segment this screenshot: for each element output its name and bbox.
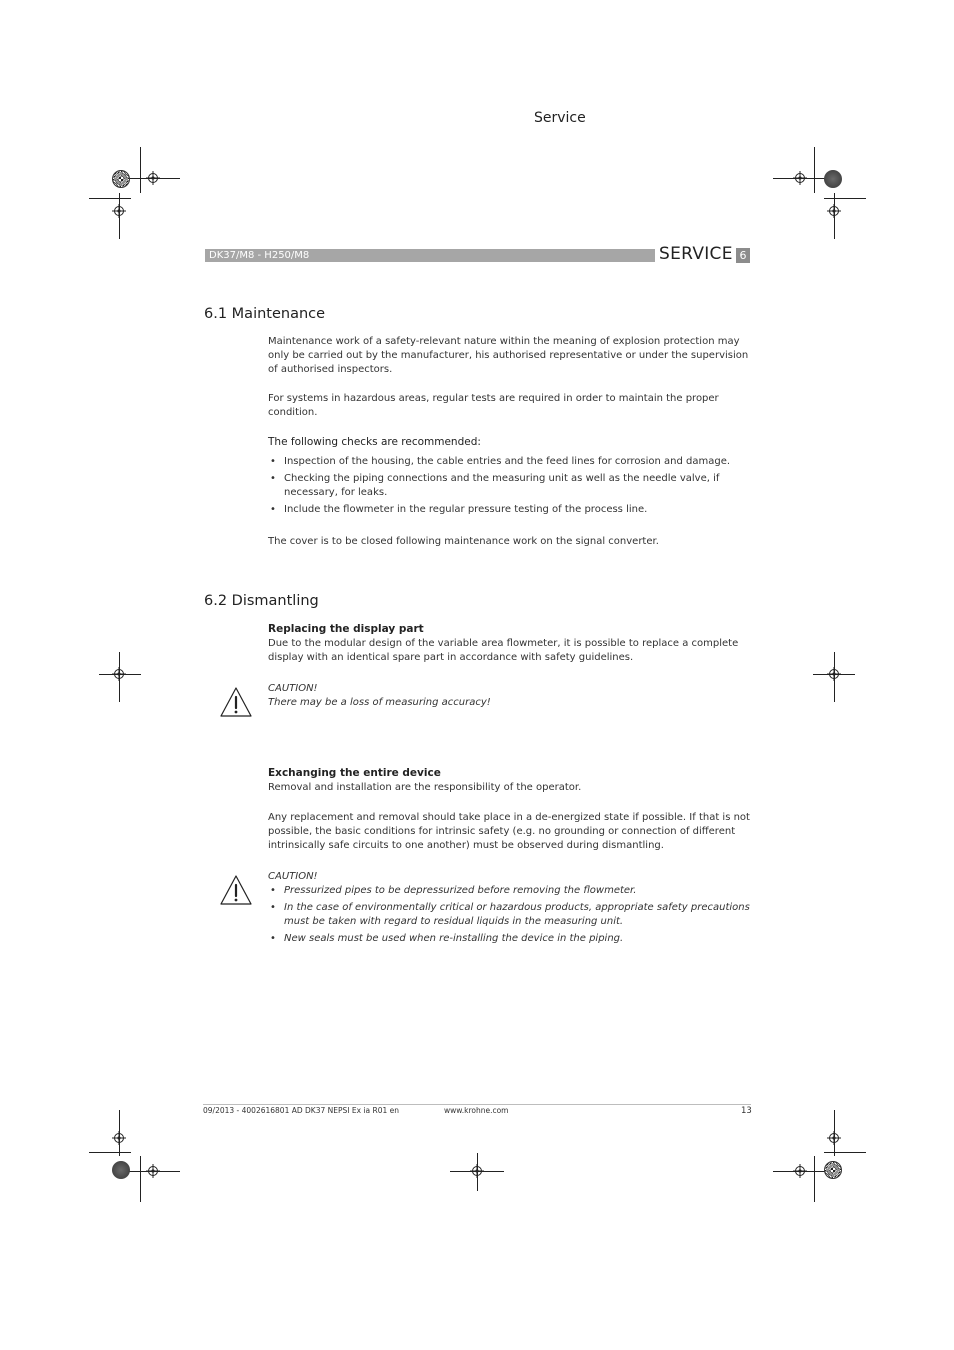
crosshair-icon xyxy=(146,1164,160,1178)
caution-1 xyxy=(268,682,750,710)
running-title: Service xyxy=(534,110,586,126)
entire-device-title: Exchanging the entire device xyxy=(268,767,441,779)
list-item: • In the case of environmentally critical or hazardous products, appropriate safety precautions must be taken with regard to residual liquids in the measuring unit. xyxy=(268,901,750,929)
display-part-title: Replacing the display part xyxy=(268,623,424,635)
section-heading-dismantling: 6.2 Dismantling xyxy=(204,593,319,609)
list-item: • New seals must be used when re-installing the device in the piping. xyxy=(268,932,750,946)
section-heading-maintenance: 6.1 Maintenance xyxy=(204,306,326,322)
header-model: DK37/M8 - H250/M8 xyxy=(209,250,310,261)
crosshair-icon xyxy=(827,667,841,681)
entire-device-paragraph-1: Removal and installation are the responsibility of the operator. xyxy=(268,782,582,793)
list-item: • Pressurized pipes to be depressurized before removing the flowmeter. xyxy=(268,884,750,898)
crosshair-icon xyxy=(470,1164,484,1178)
list-item: • Checking the piping connections and the measuring unit as well as the needle valve, if necessary, for leaks. xyxy=(268,472,750,500)
crosshair-icon xyxy=(112,667,126,681)
crosshair-icon xyxy=(112,1131,126,1145)
display-part-paragraph: Due to the modular design of the variable area flowmeter, it is possible to replace a complete display with an identical spare part in accordance with safety guidelines. xyxy=(268,638,739,663)
crosshair-icon xyxy=(112,204,126,218)
maintenance-paragraph-2: For systems in hazardous areas, regular tests are required in order to maintain the proper condition. xyxy=(268,393,719,418)
list-item: • Include the flowmeter in the regular pressure testing of the process line. xyxy=(268,503,750,517)
caution-2-title: CAUTION! xyxy=(268,871,318,882)
crosshair-icon xyxy=(793,1164,807,1178)
list-item: • Inspection of the housing, the cable entries and the feed lines for corrosion and damage. xyxy=(268,455,750,469)
caution-text: There may be a loss of measuring accuracy! xyxy=(268,697,491,708)
rosette-icon xyxy=(112,1161,130,1179)
rosette-icon xyxy=(824,170,842,188)
crosshair-icon xyxy=(827,204,841,218)
warning-triangle-icon xyxy=(219,686,253,718)
crosshair-icon xyxy=(827,1131,841,1145)
entire-device-paragraph-2: Any replacement and removal should take place in a de-energized state if possible. If that is not possible, the basic conditions for intrinsic safety (e.g. no grounding or connection of different intrinsically safe circuits to one another) must be observed during dismantling. xyxy=(268,812,750,851)
checks-list xyxy=(268,455,750,520)
caution-2-list xyxy=(268,884,750,949)
caution-title: CAUTION! xyxy=(268,683,318,694)
maintenance-closing: The cover is to be closed following maintenance work on the signal converter. xyxy=(268,536,659,547)
warning-triangle-icon xyxy=(219,874,253,906)
footer-docref: 09/2013 - 4002616801 AD DK37 NEPSI Ex ia R01 en xyxy=(203,1106,400,1115)
footer-rule xyxy=(203,1104,751,1105)
crosshair-icon xyxy=(146,171,160,185)
header-section-title: SERVICE xyxy=(659,244,733,264)
rosette-icon xyxy=(112,170,130,188)
footer-website: www.krohne.com xyxy=(444,1106,509,1115)
footer-page-number: 13 xyxy=(741,1106,752,1116)
checks-title: The following checks are recommended: xyxy=(268,436,481,448)
rosette-icon xyxy=(824,1161,842,1179)
chapter-number-badge: 6 xyxy=(736,248,750,263)
crosshair-icon xyxy=(793,171,807,185)
maintenance-paragraph-1: Maintenance work of a safety-relevant nature within the meaning of explosion protection may only be carried out by the manufacturer, his authorised representative or under the supervision of authorised inspectors. xyxy=(268,336,749,375)
